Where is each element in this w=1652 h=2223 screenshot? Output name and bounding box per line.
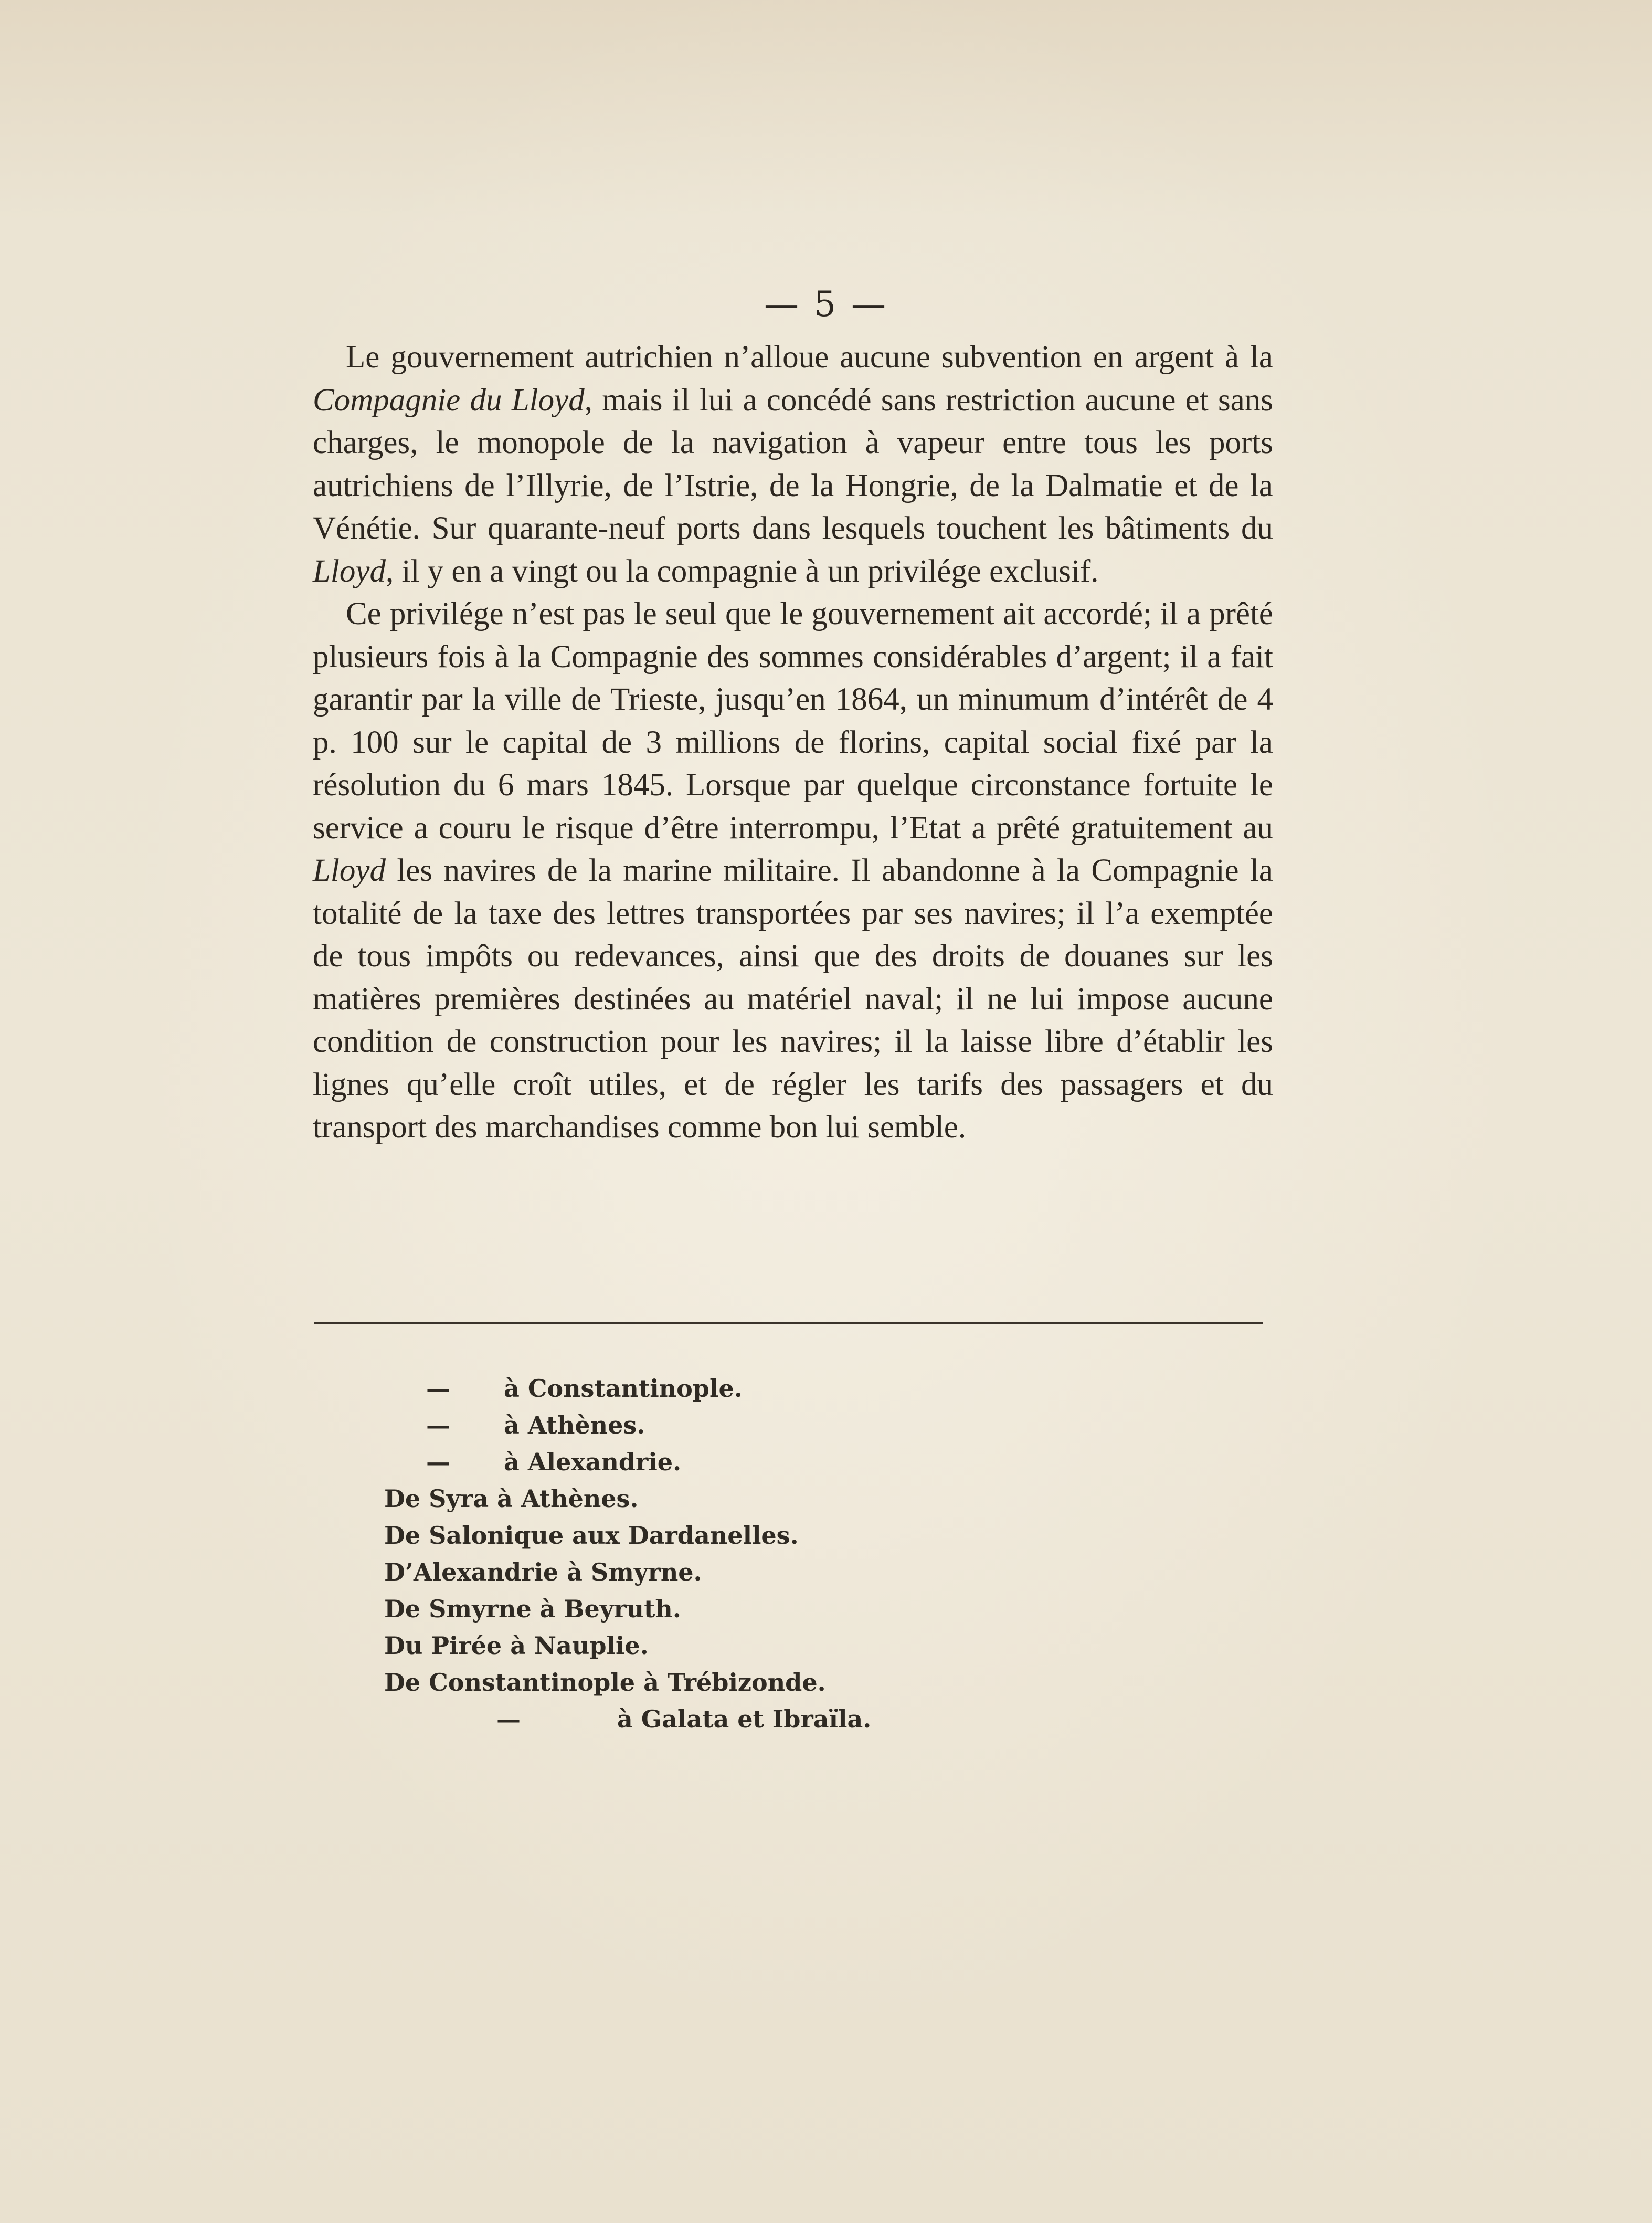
footnote-line: à Athènes. [504,1411,645,1439]
paragraph-2-text-a: Ce privilége n’est pas le seul que le gouvernement ait accordé; il a prêté plusieurs fois à la Compagnie des sommes considérables d’argent; il a fait garantir par la ville de Trieste, jusqu’en 1864, un minumum d’intérêt de 4 p. 100 sur le capital de 3 millions de florins, capital social fixé par la résolution du 6 mars 1845. Lorsque par quelque circonstance fortuite le service a couru le risque d’être interrompu, l’Etat a prêté gratuitement au [313,596,1273,846]
body-text [313,336,1273,1149]
footnote-line: De Smyrne à Beyruth. [384,1595,681,1623]
footnote-line: De Syra à Athènes. [384,1484,639,1513]
footnote-line: Du Pirée à Nauplie. [384,1631,649,1660]
footnote-line: à Alexandrie. [504,1448,682,1476]
footnote-line: à Galata et Ibraïla. [617,1705,872,1733]
footnote-line: à Constantinople. [504,1374,743,1403]
footnote-separator-rule [314,1322,1263,1325]
paragraph-1-text-c: , il y en a vingt ou la compagnie à un privilége exclusif. [385,553,1099,589]
paragraph-2 [313,593,1273,1149]
paragraph-1-italic-lloyd: Lloyd [313,553,386,589]
footnote-dash: — [426,1411,450,1439]
paragraph-2-text-b: les navires de la marine militaire. Il abandonne à la Compagnie la totalité de la taxe des lettres transportées par ses navires; il l’a exemptée de tous impôts ou redevances, ainsi que des droits de douanes sur les matières premières destinées au matériel naval; il ne lui impose aucune condition de construction pour les navires; il la laisse libre d’établir les lignes qu’elle croît utiles, et de régler les tarifs des passagers et du transport des marchandises comme bon lui semble. [313,853,1273,1145]
paragraph-2-italic-lloyd: Lloyd [313,853,386,888]
paragraph-1-italic-company: Compagnie du Lloyd [313,382,585,418]
footnote-dash: — [496,1705,521,1733]
footnote-line: De Salonique aux Dardanelles. [384,1521,799,1550]
page-number: — 5 — [764,284,888,324]
footnote-line: D’Alexandrie à Smyrne. [384,1558,702,1586]
paragraph-1-text-a: Le gouvernement autrichien n’alloue aucune subvention en argent à la [346,340,1273,375]
paragraph-1 [313,336,1273,593]
paragraph-1-text-b: , mais il lui a concédé sans restriction aucune et sans charges, le monopole de la navigation à vapeur entre tous les ports autrichiens de l’Illyrie, de l’Istrie, de la Hongrie, de la Dalmatie et de la Vénétie. Sur quarante-neuf ports dans lesquels touchent les bâtiments du [313,382,1273,546]
footnote-dash: — [426,1374,450,1403]
footnote-dash: — [426,1448,450,1476]
footnote-line: De Constantinople à Trébizonde. [384,1668,826,1697]
